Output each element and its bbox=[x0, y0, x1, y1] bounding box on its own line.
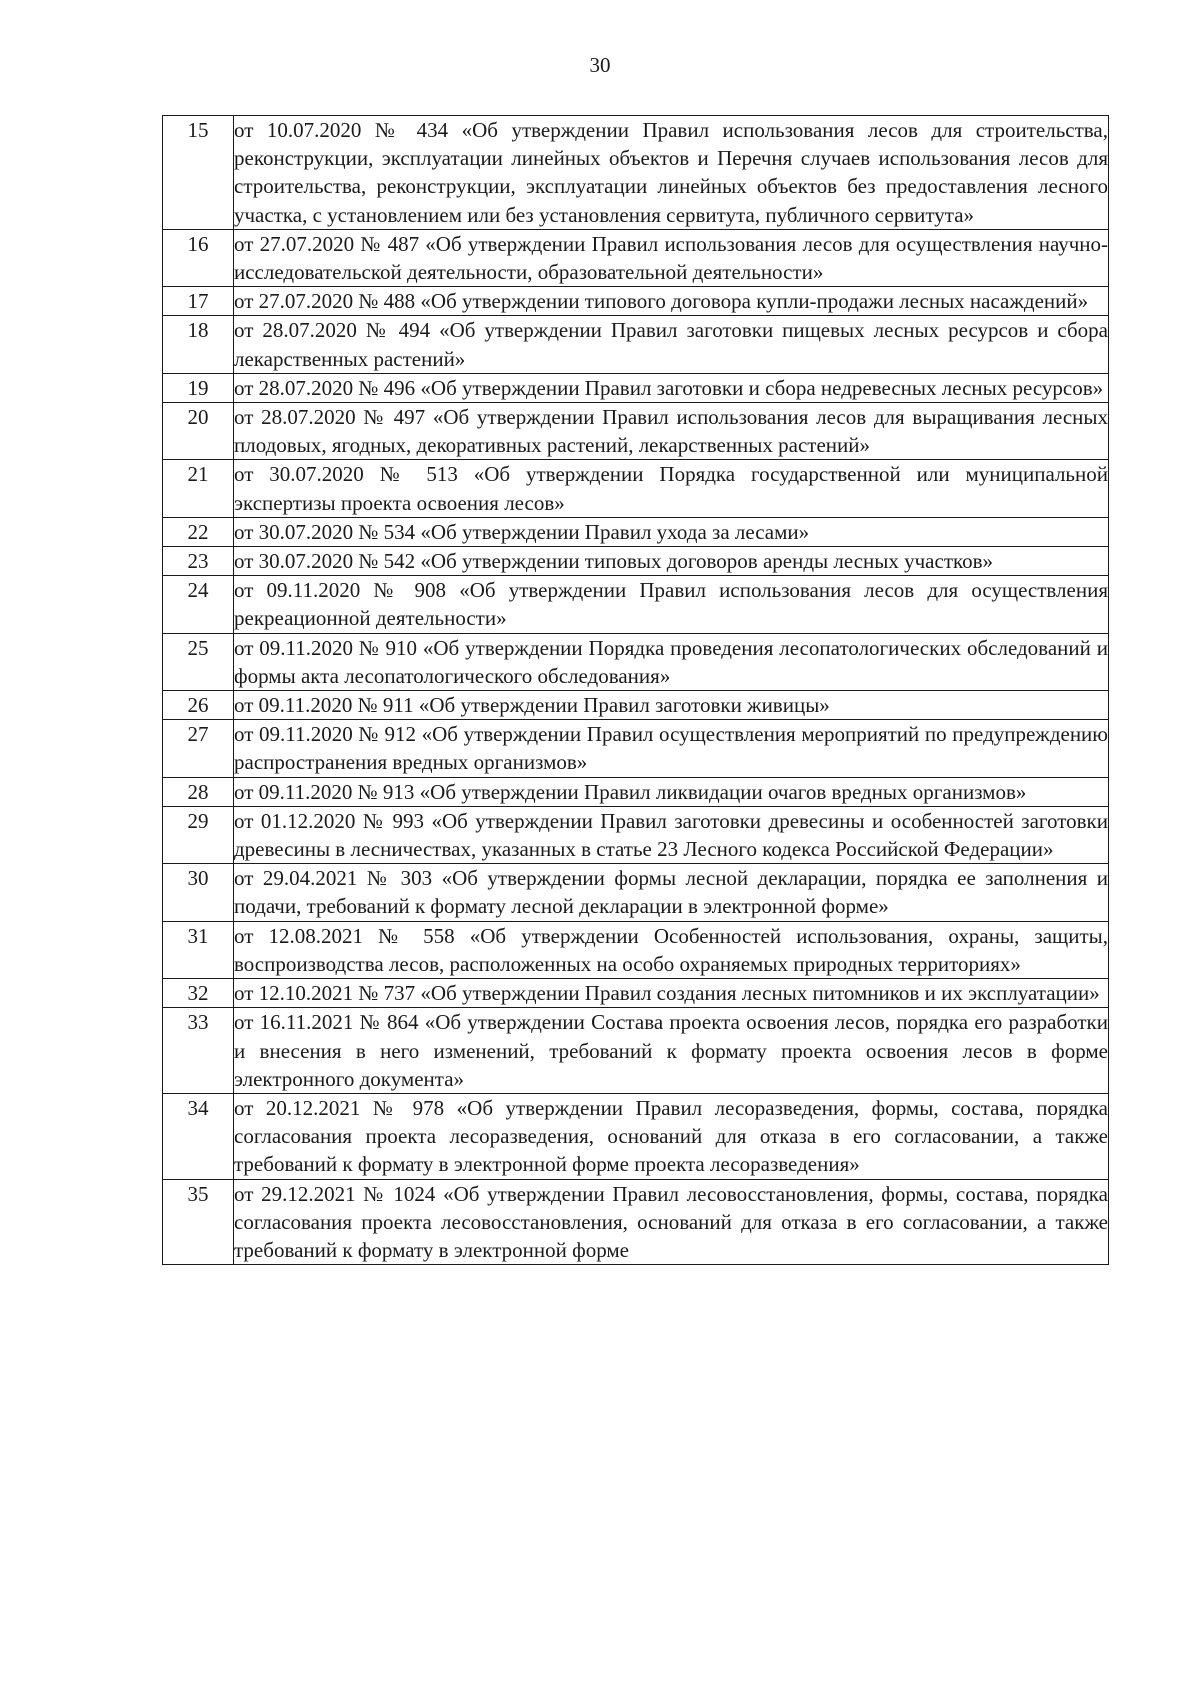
row-number: 31 bbox=[163, 921, 234, 978]
row-text: от 12.10.2021 № 737 «Об утверждении Правил создания лесных питомников и их эксплуатации» bbox=[234, 979, 1109, 1008]
table-row bbox=[163, 547, 1109, 576]
row-text: от 29.12.2021 № 1024 «Об утверждении Правил лесовосстановления, формы, состава, порядка согласования проекта лесовосстановления, оснований для отказа в его согласовании, а также требований к формату в электронной форме bbox=[234, 1179, 1109, 1265]
row-number: 15 bbox=[163, 116, 234, 230]
row-number: 23 bbox=[163, 547, 234, 576]
table-row bbox=[163, 403, 1109, 460]
row-number: 21 bbox=[163, 460, 234, 517]
row-text: от 12.08.2021 № 558 «Об утверждении Особенностей использования, охраны, защиты, воспроизводства лесов, расположенных на особо охраняемых природных территориях» bbox=[234, 921, 1109, 978]
row-number: 27 bbox=[163, 720, 234, 777]
row-text: от 20.12.2021 № 978 «Об утверждении Правил лесоразведения, формы, состава, порядка согласования проекта лесоразведения, оснований для отказа в его согласовании, а также требований к формату в электронной форме проекта лесоразведения» bbox=[234, 1093, 1109, 1179]
row-text: от 16.11.2021 № 864 «Об утверждении Состава проекта освоения лесов, порядка его разработки и внесения в него изменений, требований к формату проекта освоения лесов в форме электронного документа» bbox=[234, 1008, 1109, 1094]
table-row bbox=[163, 287, 1109, 316]
row-number: 30 bbox=[163, 864, 234, 921]
table-row bbox=[163, 720, 1109, 777]
table-row bbox=[163, 229, 1109, 286]
row-number: 18 bbox=[163, 316, 234, 373]
row-number: 20 bbox=[163, 403, 234, 460]
table-row bbox=[163, 576, 1109, 633]
row-number: 29 bbox=[163, 806, 234, 863]
row-number: 25 bbox=[163, 633, 234, 690]
row-number: 24 bbox=[163, 576, 234, 633]
document-table bbox=[162, 115, 1109, 1265]
table-row bbox=[163, 460, 1109, 517]
table-row bbox=[163, 1179, 1109, 1265]
row-text: от 01.12.2020 № 993 «Об утверждении Правил заготовки древесины и особенностей заготовки древесины в лесничествах, указанных в статье 23 Лесного кодекса Российской Федерации» bbox=[234, 806, 1109, 863]
row-text: от 09.11.2020 № 908 «Об утверждении Правил использования лесов для осуществления рекреационной деятельности» bbox=[234, 576, 1109, 633]
table-row bbox=[163, 373, 1109, 402]
row-number: 22 bbox=[163, 517, 234, 546]
table-row bbox=[163, 633, 1109, 690]
table-row bbox=[163, 1093, 1109, 1179]
row-text: от 30.07.2020 № 513 «Об утверждении Порядка государственной или муниципальной экспертизы проекта освоения лесов» bbox=[234, 460, 1109, 517]
row-text: от 28.07.2020 № 497 «Об утверждении Правил использования лесов для выращивания лесных плодовых, ягодных, декоративных растений, лекарственных растений» bbox=[234, 403, 1109, 460]
row-text: от 28.07.2020 № 496 «Об утверждении Правил заготовки и сбора недревесных лесных ресурсов» bbox=[234, 373, 1109, 402]
table-body bbox=[163, 116, 1109, 1265]
table-row bbox=[163, 1008, 1109, 1094]
row-text: от 27.07.2020 № 488 «Об утверждении типового договора купли-продажи лесных насаждений» bbox=[234, 287, 1109, 316]
table-row bbox=[163, 979, 1109, 1008]
row-text: от 30.07.2020 № 534 «Об утверждении Правил ухода за лесами» bbox=[234, 517, 1109, 546]
table-row bbox=[163, 921, 1109, 978]
row-number: 33 bbox=[163, 1008, 234, 1094]
table-row bbox=[163, 806, 1109, 863]
row-number: 28 bbox=[163, 777, 234, 806]
row-text: от 29.04.2021 № 303 «Об утверждении формы лесной декларации, порядка ее заполнения и подачи, требований к формату лесной декларации в электронной форме» bbox=[234, 864, 1109, 921]
row-text: от 09.11.2020 № 912 «Об утверждении Правил осуществления мероприятий по предупреждению распространения вредных организмов» bbox=[234, 720, 1109, 777]
row-number: 16 bbox=[163, 229, 234, 286]
row-text: от 09.11.2020 № 911 «Об утверждении Правил заготовки живицы» bbox=[234, 691, 1109, 720]
row-number: 35 bbox=[163, 1179, 234, 1265]
table-row bbox=[163, 116, 1109, 230]
row-text: от 30.07.2020 № 542 «Об утверждении типовых договоров аренды лесных участков» bbox=[234, 547, 1109, 576]
row-text: от 27.07.2020 № 487 «Об утверждении Правил использования лесов для осуществления научно-исследовательской деятельности, образовательной деятельности» bbox=[234, 229, 1109, 286]
table-row bbox=[163, 517, 1109, 546]
table-row bbox=[163, 777, 1109, 806]
table-row bbox=[163, 316, 1109, 373]
row-number: 32 bbox=[163, 979, 234, 1008]
table-row bbox=[163, 691, 1109, 720]
row-number: 26 bbox=[163, 691, 234, 720]
row-number: 34 bbox=[163, 1093, 234, 1179]
row-text: от 10.07.2020 № 434 «Об утверждении Правил использования лесов для строительства, реконструкции, эксплуатации линейных объектов и Перечня случаев использования лесов для строительства, реконструкции, эксплуатации линейных объектов без предоставления лесного участка, с установлением или без установления сервитута, публичного сервитута» bbox=[234, 116, 1109, 230]
row-text: от 28.07.2020 № 494 «Об утверждении Правил заготовки пищевых лесных ресурсов и сбора лекарственных растений» bbox=[234, 316, 1109, 373]
row-text: от 09.11.2020 № 913 «Об утверждении Правил ликвидации очагов вредных организмов» bbox=[234, 777, 1109, 806]
row-text: от 09.11.2020 № 910 «Об утверждении Порядка проведения лесопатологических обследований и формы акта лесопатологического обследования» bbox=[234, 633, 1109, 690]
row-number: 17 bbox=[163, 287, 234, 316]
page-number: 30 bbox=[589, 53, 611, 77]
row-number: 19 bbox=[163, 373, 234, 402]
table-row bbox=[163, 864, 1109, 921]
